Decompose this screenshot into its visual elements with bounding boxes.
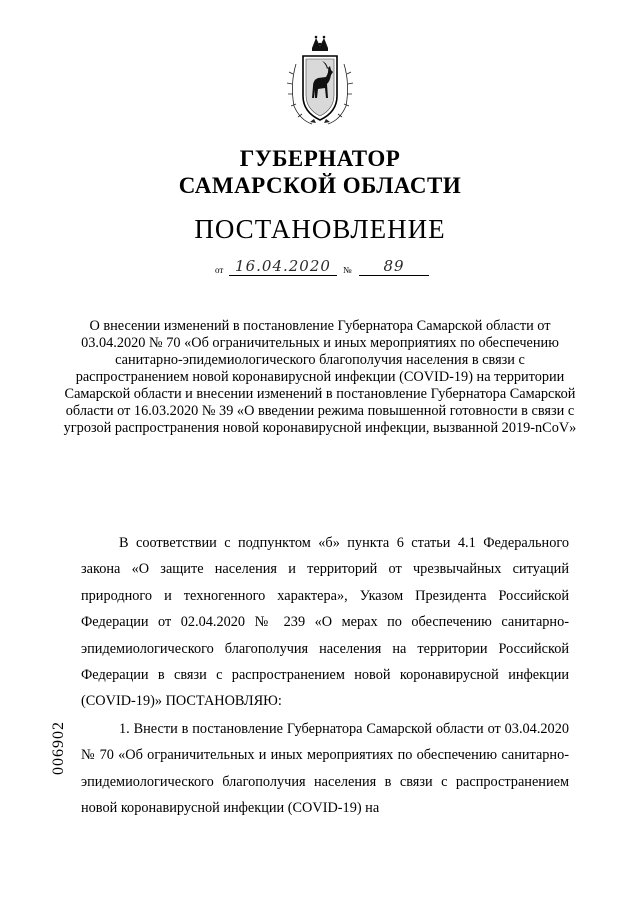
date-number-line (215, 258, 430, 276)
samara-coat-of-arms-icon (282, 34, 358, 130)
number-label: № (343, 265, 352, 275)
issuer-title-line1: ГУБЕРНАТОР (239, 146, 401, 171)
date-from-label: от (215, 265, 224, 275)
issuer-title-line2: САМАРСКОЙ ОБЛАСТИ (178, 173, 462, 198)
document-date: 16.04.2020 (229, 257, 337, 276)
body-paragraph-2: 1. Внести в постановление Губернатора Самарской области от 03.04.2020 № 70 «Об ограничительных и иных мероприятиях по обеспечению санитарно-эпидемиологического благополучия населения в связи с распространением новой коронавирусной инфекции (COVID-19) на (81, 721, 569, 817)
body-paragraph-1: В соответствии с подпунктом «б» пункта 6 статьи 4.1 Федерального закона «О защите населения и территорий от чрезвычайных ситуаций природного и техногенного характера», Указом Президента Российской Федерации от 02.04.2020 № 239 «О мерах по обеспечению санитарно-эпидемиологического благополучия населения на территории Российской Федерации в связи с распространением новой коронавирусной инфекции (COVID-19)» ПОСТАНОВЛЯЮ: (81, 535, 569, 710)
side-serial-number: 006902 (50, 721, 67, 775)
document-subject: О внесении изменений в постановление Губернатора Самарской области от 03.04.2020 № 70 «Об ограничительных и иных мероприятиях по обеспечению санитарно-эпидемиологического благополучия населения в связи с распространением новой коронавирусной инфекции (COVID-19) на территории Самарской области и внесении изменений в постановление Губернатора Самарской области от 16.03.2020 № 39 «О введении режима повышенной готовности в связи с угрозой распространения новой коронавирусной инфекции, вызванной 2019-nCoV» (63, 318, 577, 436)
document-type: ПОСТАНОВЛЕНИЕ (194, 214, 446, 244)
document-number: 89 (359, 257, 429, 276)
